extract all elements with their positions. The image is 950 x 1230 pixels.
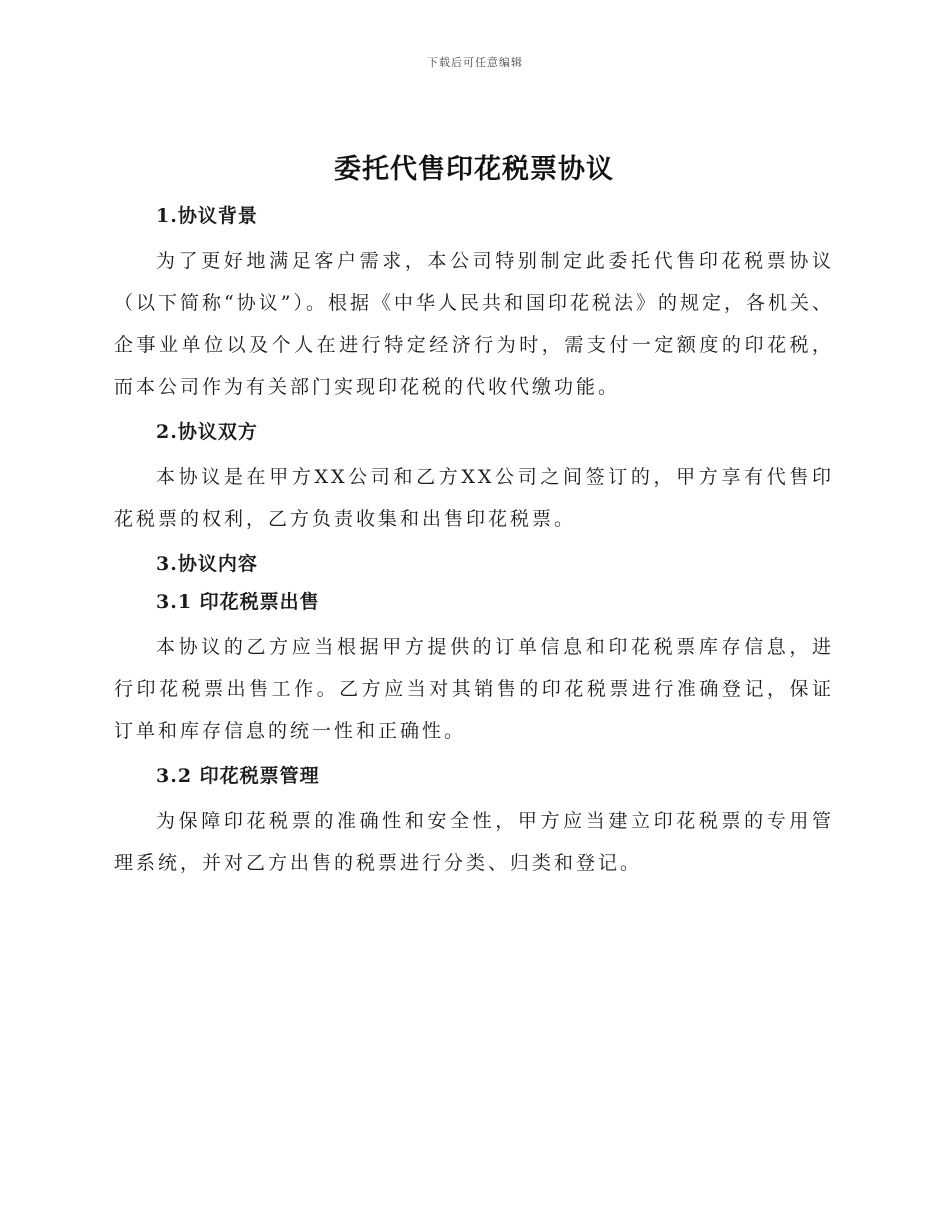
- section-heading-background: 1.协议背景: [156, 205, 258, 227]
- section-heading-parties: 2.协议双方: [156, 421, 258, 443]
- document-body: [114, 150, 834, 884]
- page-header-note: 下载后可任意编辑: [427, 56, 523, 69]
- document-title: 委托代售印花税票协议: [334, 154, 614, 185]
- section-heading-stamp-sales: 3.1 印花税票出售: [156, 591, 320, 613]
- paragraph-stamp-management: 为保障印花税票的准确性和安全性，甲方应当建立印花税票的专用管理系统，并对乙方出售的税票进行分类、归类和登记。: [114, 810, 834, 874]
- paragraph-stamp-sales: 本协议的乙方应当根据甲方提供的订单信息和印花税票库存信息，进行印花税票出售工作。乙方应当对其销售的印花税票进行准确登记，保证订单和库存信息的统一性和正确性。: [114, 636, 834, 742]
- section-heading-content: 3.协议内容: [156, 553, 258, 575]
- paragraph-parties: 本协议是在甲方XX公司和乙方XX公司之间签订的，甲方享有代售印花税票的权利，乙方负责收集和出售印花税票。: [114, 466, 834, 530]
- paragraph-background: 为了更好地满足客户需求，本公司特别制定此委托代售印花税票协议（以下简称“协议”）。根据《中华人民共和国印花税法》的规定，各机关、企事业单位以及个人在进行特定经济行为时，需支付一定额度的印花税，而本公司作为有关部门实现印花税的代收代缴功能。: [114, 250, 834, 398]
- section-heading-stamp-management: 3.2 印花税票管理: [156, 765, 320, 787]
